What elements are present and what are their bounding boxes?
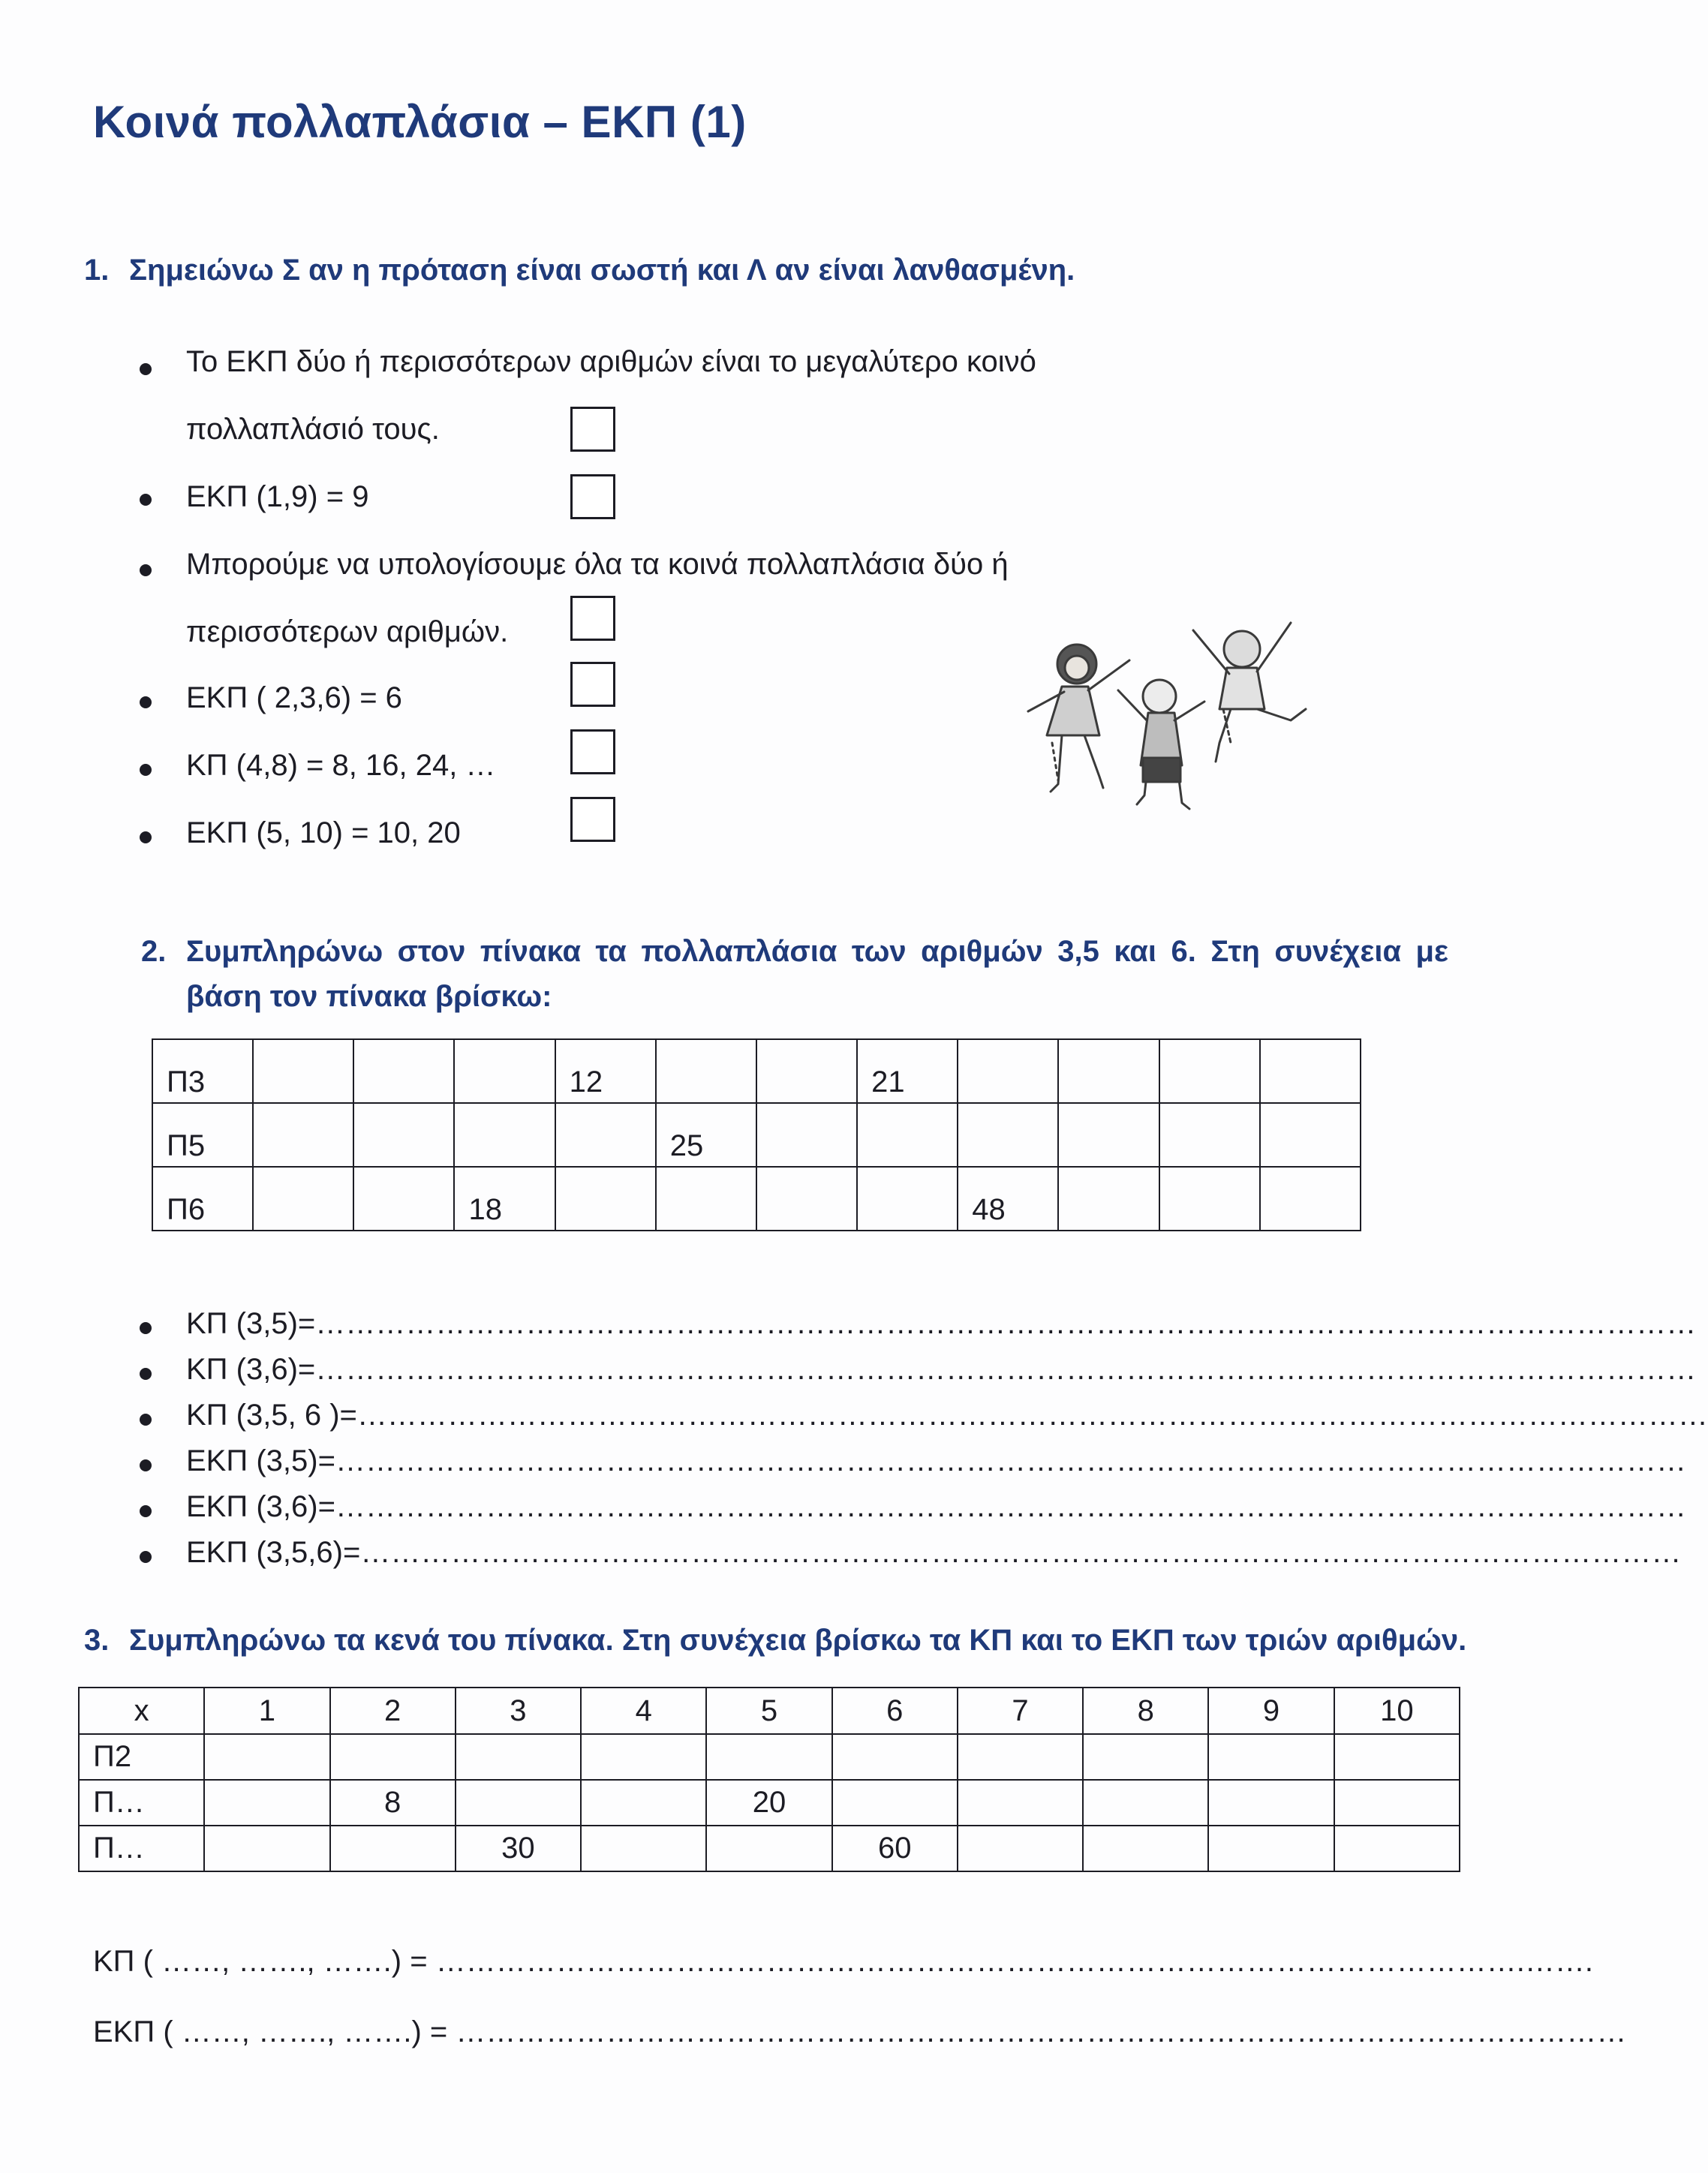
statement-4-answer-box[interactable] <box>570 662 615 707</box>
multiple-cell[interactable] <box>756 1103 857 1167</box>
product-cell[interactable] <box>456 1734 581 1780</box>
answer-line[interactable]: ΕΚΠ (3,5)=……………………………………………………………………………………………………………………… <box>186 1444 1686 1477</box>
multiple-cell[interactable] <box>353 1167 454 1231</box>
product-cell[interactable] <box>1208 1734 1334 1780</box>
product-cell[interactable] <box>456 1780 581 1826</box>
multiple-cell[interactable] <box>253 1039 353 1103</box>
product-cell[interactable]: 30 <box>456 1826 581 1871</box>
header-cell: 2 <box>330 1688 456 1734</box>
ekp-answer-line[interactable]: ΕΚΠ ( ……, ……., …….) = ……………………………………………………………………………………………………… <box>93 2015 1627 2048</box>
product-cell[interactable] <box>581 1780 706 1826</box>
product-cell[interactable] <box>581 1826 706 1871</box>
product-cell[interactable] <box>204 1826 329 1871</box>
product-cell[interactable] <box>958 1826 1083 1871</box>
question-3-heading <box>84 1624 1466 1658</box>
question-1-number: 1. <box>84 254 110 287</box>
statement-3-line-1: Μπορούμε να υπολογίσουμε όλα τα κοινά πολλαπλάσια δύο ή <box>186 548 1009 581</box>
statement-2-text: ΕΚΠ (1,9) = 9 <box>186 480 369 513</box>
jumping-children-illustration <box>1006 608 1321 848</box>
header-cell: 8 <box>1083 1688 1208 1734</box>
product-cell[interactable] <box>706 1734 831 1780</box>
multiple-cell[interactable] <box>1260 1167 1361 1231</box>
statement-1-line-2: πολλαπλάσιό τους. <box>186 413 440 446</box>
multiple-cell[interactable] <box>756 1167 857 1231</box>
multiple-cell[interactable] <box>253 1103 353 1167</box>
multiple-cell[interactable] <box>1260 1039 1361 1103</box>
table-row <box>79 1780 1460 1826</box>
table-row <box>152 1039 1361 1103</box>
statement-1-answer-box[interactable] <box>570 407 615 452</box>
header-cell: 9 <box>1208 1688 1334 1734</box>
multiple-cell[interactable] <box>555 1167 656 1231</box>
multiple-cell[interactable] <box>1159 1103 1260 1167</box>
statement-4-text: ΕΚΠ ( 2,3,6) = 6 <box>186 681 402 714</box>
multiple-cell[interactable] <box>1058 1167 1159 1231</box>
row-label-cell[interactable]: Π2 <box>79 1734 204 1780</box>
bullet-icon <box>140 1322 152 1334</box>
statement-5-answer-box[interactable] <box>570 729 615 774</box>
bullet-icon <box>140 494 152 506</box>
bullet-icon <box>140 764 152 776</box>
product-cell[interactable] <box>1208 1826 1334 1871</box>
product-cell[interactable] <box>330 1826 456 1871</box>
question-3-text: Συμπληρώνω τα κενά του πίνακα. Στη συνέχεια βρίσκω τα ΚΠ και το ΕΚΠ των τριών αριθμών. <box>129 1624 1467 1657</box>
header-cell: 1 <box>204 1688 329 1734</box>
product-cell[interactable] <box>958 1780 1083 1826</box>
product-cell[interactable] <box>958 1734 1083 1780</box>
product-cell[interactable] <box>706 1826 831 1871</box>
table-row <box>152 1103 1361 1167</box>
bullet-icon <box>140 1551 152 1563</box>
header-cell: 7 <box>958 1688 1083 1734</box>
row-label-cell: Π5 <box>152 1103 253 1167</box>
product-cell[interactable] <box>832 1780 958 1826</box>
multiple-cell[interactable]: 12 <box>555 1039 656 1103</box>
multiple-cell[interactable] <box>656 1167 756 1231</box>
multiple-cell[interactable] <box>454 1103 555 1167</box>
multiple-cell[interactable] <box>353 1039 454 1103</box>
multiples-table <box>152 1038 1361 1231</box>
product-cell[interactable] <box>1083 1734 1208 1780</box>
multiple-cell[interactable] <box>857 1103 958 1167</box>
multiple-cell[interactable] <box>656 1039 756 1103</box>
answer-line[interactable]: ΚΠ (3,5, 6 )=……………………………………………………………………………………………………………………… <box>186 1399 1708 1432</box>
header-cell: 4 <box>581 1688 706 1734</box>
multiple-cell[interactable] <box>555 1103 656 1167</box>
bullet-icon <box>140 1368 152 1380</box>
multiple-cell[interactable] <box>353 1103 454 1167</box>
multiple-cell[interactable]: 21 <box>857 1039 958 1103</box>
multiple-cell[interactable] <box>1159 1039 1260 1103</box>
multiple-cell[interactable] <box>958 1039 1058 1103</box>
row-label-cell: Π6 <box>152 1167 253 1231</box>
table-row <box>152 1167 1361 1231</box>
row-label-cell[interactable]: Π… <box>79 1826 204 1871</box>
bullet-icon <box>140 831 152 843</box>
multiple-cell[interactable] <box>454 1039 555 1103</box>
question-2-text: Συμπληρώνω στον πίνακα τα πολλαπλάσια των αριθμών 3,5 και 6. Στη συνέχεια με βάση τον πίνακα βρίσκω: <box>186 935 1448 1013</box>
statement-3-line-2: περισσότερων αριθμών. <box>186 615 509 648</box>
multiple-cell[interactable] <box>958 1103 1058 1167</box>
question-1-text: Σημειώνω Σ αν η πρόταση είναι σωστή και Λ αν είναι λανθασμένη. <box>129 254 1075 287</box>
multiple-cell[interactable]: 18 <box>454 1167 555 1231</box>
question-1-heading <box>84 254 1075 287</box>
statement-5-text: ΚΠ (4,8) = 8, 16, 24, … <box>186 749 496 782</box>
product-cell[interactable] <box>1083 1826 1208 1871</box>
product-cell[interactable]: 20 <box>706 1780 831 1826</box>
row-label-cell[interactable]: Π… <box>79 1780 204 1826</box>
product-cell[interactable] <box>204 1734 329 1780</box>
question-2-heading <box>141 929 1448 1019</box>
question-2-number: 2. <box>141 935 167 968</box>
multiple-cell[interactable]: 25 <box>656 1103 756 1167</box>
product-cell[interactable] <box>1208 1780 1334 1826</box>
answer-line[interactable]: ΕΚΠ (3,5,6)=…………………………………………………………………………………………………………………… <box>186 1536 1682 1569</box>
statement-6-answer-box[interactable] <box>570 797 615 842</box>
table-row <box>79 1734 1460 1780</box>
bullet-icon <box>140 363 152 375</box>
row-label-cell: Π3 <box>152 1039 253 1103</box>
header-cell: 5 <box>706 1688 831 1734</box>
multiple-cell[interactable] <box>253 1167 353 1231</box>
header-cell: 6 <box>832 1688 958 1734</box>
statement-3-answer-box[interactable] <box>570 596 615 641</box>
product-cell[interactable] <box>581 1734 706 1780</box>
bullet-icon <box>140 696 152 708</box>
multiple-cell[interactable] <box>1058 1103 1159 1167</box>
product-cell[interactable] <box>1083 1780 1208 1826</box>
bullet-icon <box>140 564 152 576</box>
answer-line[interactable]: ΕΚΠ (3,6)=……………………………………………………………………………………………………………………… <box>186 1490 1686 1523</box>
multiple-cell[interactable] <box>857 1167 958 1231</box>
kp-answer-line[interactable]: ΚΠ ( ……, ……., …….) = ……………………………………………………………………………………………….……. <box>93 1945 1593 1978</box>
times-table <box>78 1687 1460 1872</box>
header-cell: 10 <box>1334 1688 1460 1734</box>
statement-6-text: ΕΚΠ (5, 10) = 10, 20 <box>186 816 461 849</box>
multiple-cell[interactable]: 48 <box>958 1167 1058 1231</box>
multiple-cell[interactable] <box>1159 1167 1260 1231</box>
product-cell[interactable] <box>1334 1780 1460 1826</box>
product-cell[interactable] <box>1334 1734 1460 1780</box>
multiple-cell[interactable] <box>756 1039 857 1103</box>
header-row <box>79 1688 1460 1734</box>
header-cell: x <box>79 1688 204 1734</box>
table-row <box>79 1826 1460 1871</box>
bullet-icon <box>140 1505 152 1517</box>
answer-line[interactable]: ΚΠ (3,5)=………………………………………………………………………………………………………………………… <box>186 1307 1697 1340</box>
statement-2-answer-box[interactable] <box>570 474 615 519</box>
bullet-icon <box>140 1414 152 1426</box>
question-3-number: 3. <box>84 1624 110 1657</box>
product-cell[interactable] <box>1334 1826 1460 1871</box>
product-cell[interactable] <box>330 1734 456 1780</box>
product-cell[interactable]: 60 <box>832 1826 958 1871</box>
header-cell: 3 <box>456 1688 581 1734</box>
bullet-icon <box>140 1459 152 1471</box>
product-cell[interactable] <box>204 1780 329 1826</box>
page-title: Κοινά πολλαπλάσια – ΕΚΠ (1) <box>93 97 747 147</box>
statement-1-line-1: Το ΕΚΠ δύο ή περισσότερων αριθμών είναι το μεγαλύτερο κοινό <box>186 345 1036 378</box>
multiple-cell[interactable] <box>1260 1103 1361 1167</box>
product-cell[interactable]: 8 <box>330 1780 456 1826</box>
product-cell[interactable] <box>832 1734 958 1780</box>
multiple-cell[interactable] <box>1058 1039 1159 1103</box>
answer-line[interactable]: ΚΠ (3,6)=………………………………………………………………………………………………………………………… <box>186 1353 1697 1386</box>
